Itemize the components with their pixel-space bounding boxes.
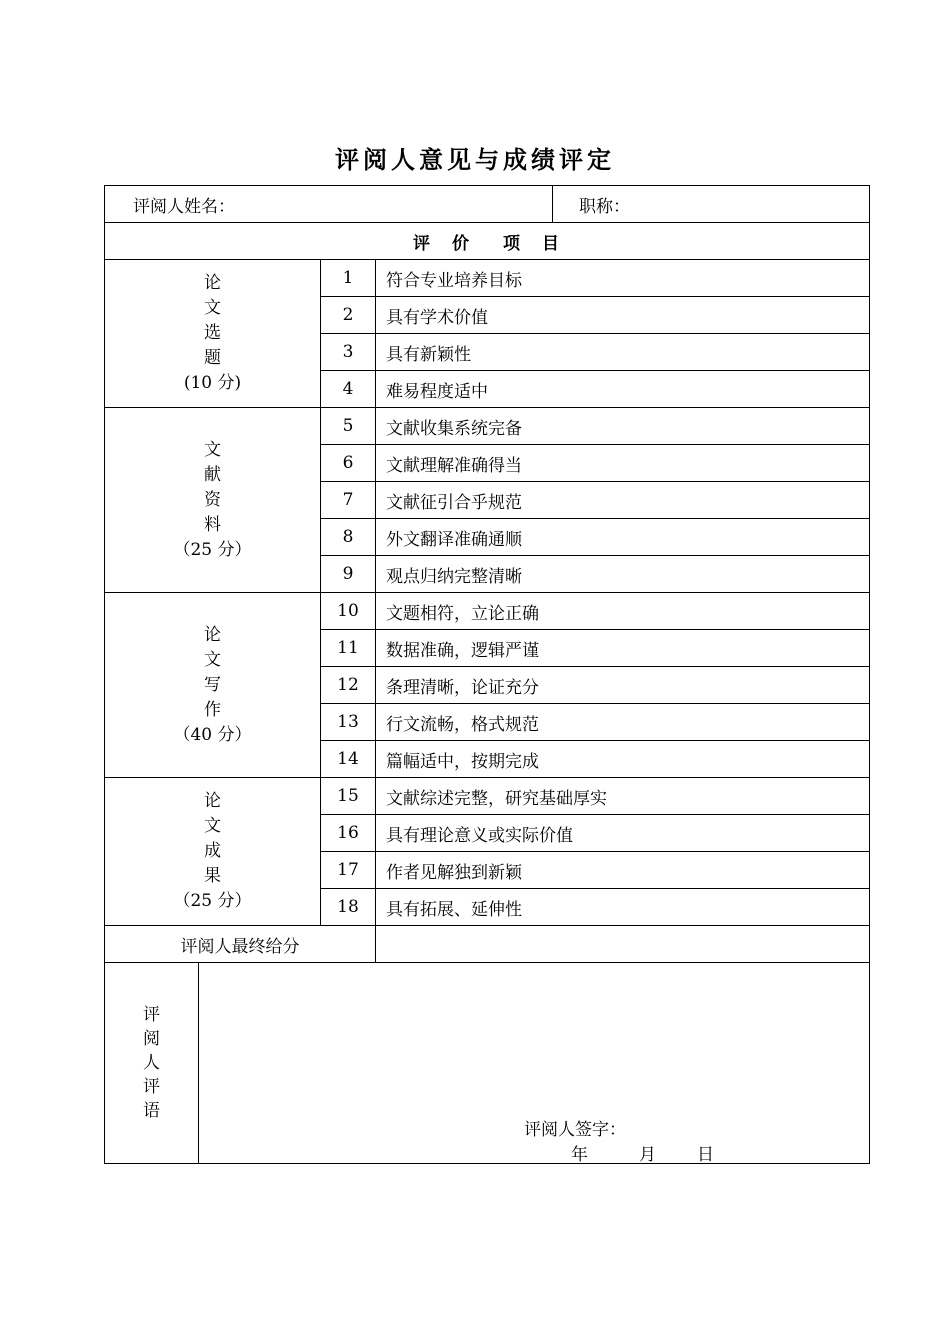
date-year: 年 <box>571 1145 588 1165</box>
criteria-row <box>105 408 870 445</box>
item-text: 符合专业培养目标 <box>376 260 870 297</box>
eval-header-row <box>105 223 870 260</box>
criteria-row <box>105 260 870 297</box>
comments-label-char: 阅 <box>143 1029 160 1049</box>
category-char: 文 <box>204 298 221 318</box>
signature-label: 评阅人签字： <box>524 1120 626 1140</box>
criteria-row <box>105 778 870 815</box>
item-text: 文献综述完整，研究基础厚实 <box>376 778 870 815</box>
item-number: 4 <box>321 371 376 408</box>
comments-field[interactable] <box>199 963 870 1164</box>
review-form <box>104 185 870 1164</box>
reviewer-title-label: 职称： <box>579 196 630 217</box>
item-number: 14 <box>321 741 376 778</box>
item-number: 7 <box>321 482 376 519</box>
eval-header <box>105 223 870 260</box>
criteria-row <box>105 593 870 630</box>
item-number: 3 <box>321 334 376 371</box>
item-text: 外文翻译准确通顺 <box>376 519 870 556</box>
category-char: 论 <box>204 791 221 811</box>
category-score: (10 分) <box>183 373 242 393</box>
item-number: 15 <box>321 778 376 815</box>
date-line <box>571 1140 714 1165</box>
item-text: 文献收集系统完备 <box>376 408 870 445</box>
category-cell <box>105 260 321 408</box>
comments-label-char: 评 <box>143 1005 160 1025</box>
comments-label <box>105 963 199 1164</box>
item-text: 文题相符，立论正确 <box>376 593 870 630</box>
item-number: 12 <box>321 667 376 704</box>
page-title: 评阅人意见与成绩评定 <box>335 145 615 174</box>
item-text: 文献征引合乎规范 <box>376 482 870 519</box>
category-char: 资 <box>204 489 221 510</box>
item-number: 6 <box>321 445 376 482</box>
reviewer-title-field[interactable] <box>553 186 870 223</box>
item-text: 观点归纳完整清晰 <box>376 556 870 593</box>
item-text: 条理清晰，论证充分 <box>376 667 870 704</box>
item-number: 11 <box>321 630 376 667</box>
item-number: 8 <box>321 519 376 556</box>
item-text: 具有新颖性 <box>376 334 870 371</box>
category-char: 成 <box>204 841 221 861</box>
item-text: 具有学术价值 <box>376 297 870 334</box>
item-text: 数据准确，逻辑严谨 <box>376 630 870 667</box>
item-number: 9 <box>321 556 376 593</box>
item-text: 行文流畅，格式规范 <box>376 704 870 741</box>
category-char: 文 <box>204 439 221 460</box>
final-score-field[interactable] <box>376 926 870 963</box>
item-text: 文献理解准确得当 <box>376 445 870 482</box>
date-month: 月 <box>639 1145 656 1165</box>
eval-header-char: 项 <box>503 233 522 254</box>
item-number: 10 <box>321 593 376 630</box>
item-number: 18 <box>321 889 376 926</box>
category-char: 果 <box>204 866 221 886</box>
category-char: 文 <box>204 816 221 836</box>
item-text: 具有拓展、延伸性 <box>376 889 870 926</box>
category-char: 论 <box>204 273 221 293</box>
item-number: 17 <box>321 852 376 889</box>
category-score: （25 分） <box>173 539 252 560</box>
item-number: 13 <box>321 704 376 741</box>
comments-label-char: 人 <box>143 1053 160 1073</box>
category-cell <box>105 593 321 778</box>
comments-area <box>199 963 869 1163</box>
category-char: 论 <box>204 624 221 645</box>
item-number: 16 <box>321 815 376 852</box>
item-number: 2 <box>321 297 376 334</box>
comments-row <box>105 963 870 1164</box>
category-cell <box>105 408 321 593</box>
comments-label-char: 语 <box>143 1101 160 1121</box>
item-number: 1 <box>321 260 376 297</box>
category-score: （40 分） <box>173 724 252 745</box>
reviewer-info-row <box>105 186 870 223</box>
item-text: 难易程度适中 <box>376 371 870 408</box>
category-char: 题 <box>204 348 221 368</box>
eval-header-char: 评 <box>413 233 432 254</box>
category-char: 作 <box>204 699 221 720</box>
date-day: 日 <box>697 1145 714 1165</box>
category-char: 文 <box>204 649 221 670</box>
reviewer-name-label: 评阅人姓名： <box>133 196 235 217</box>
category-char: 献 <box>204 464 221 485</box>
eval-header-char: 价 <box>452 233 471 254</box>
final-score-label: 评阅人最终给分 <box>105 926 376 963</box>
item-text: 篇幅适中，按期完成 <box>376 741 870 778</box>
eval-header-char: 目 <box>542 233 561 254</box>
item-number: 5 <box>321 408 376 445</box>
reviewer-name-field[interactable] <box>105 186 553 223</box>
comments-label-char: 评 <box>143 1077 160 1097</box>
final-score-row <box>105 926 870 963</box>
item-text: 具有理论意义或实际价值 <box>376 815 870 852</box>
category-char: 选 <box>204 323 221 343</box>
category-cell <box>105 778 321 926</box>
category-score: （25 分） <box>173 891 252 911</box>
category-char: 写 <box>204 674 221 695</box>
item-text: 作者见解独到新颖 <box>376 852 870 889</box>
category-char: 料 <box>204 514 221 535</box>
